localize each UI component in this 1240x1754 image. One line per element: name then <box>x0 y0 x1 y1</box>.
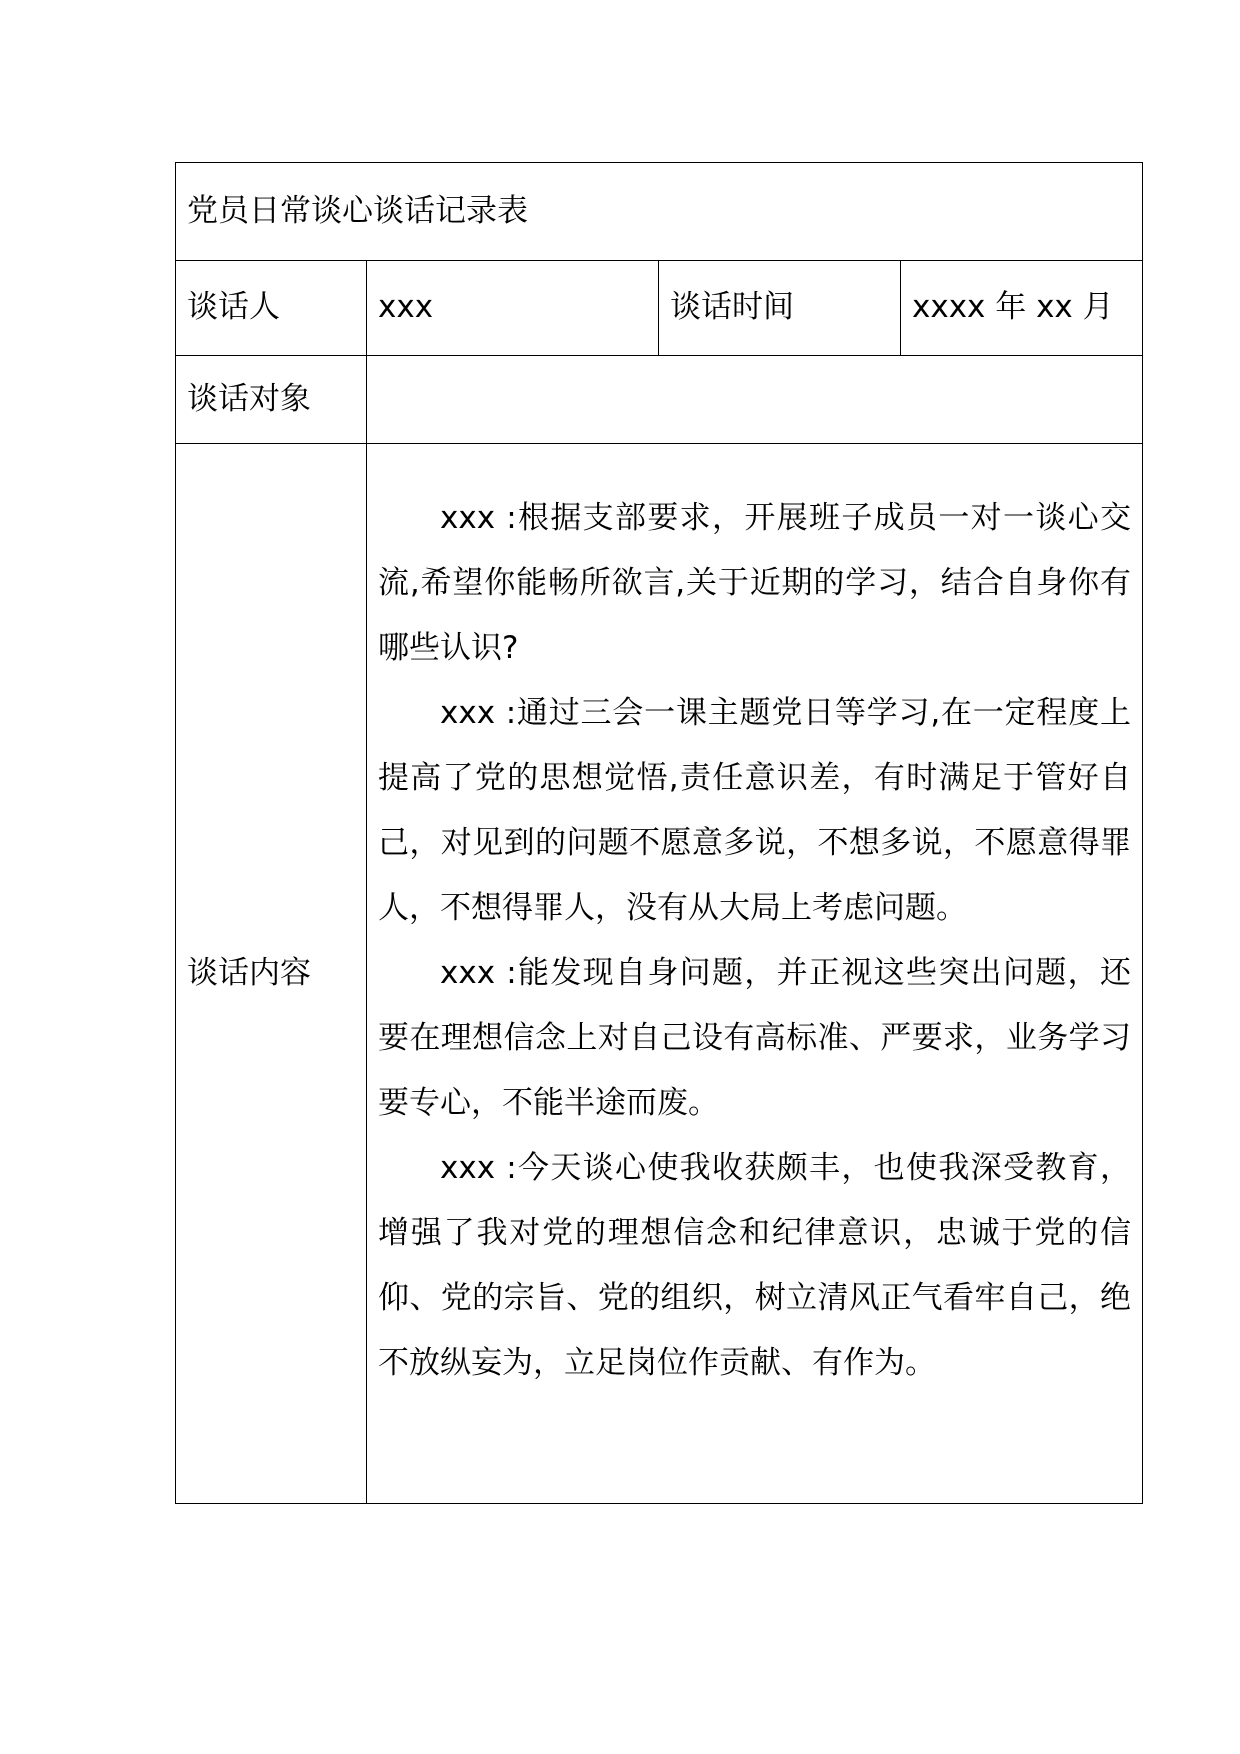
time-value: xxxx 年 xx 月 <box>901 261 1143 356</box>
content-paragraph: xxx :能发现自身问题，并正视这些突出问题，还要在理想信念上对自己设有高标准、严要求，业务学习要专心，不能半途而废。 <box>378 955 1131 1121</box>
speaker-value: xxx <box>367 261 659 356</box>
title-row <box>176 163 1143 261</box>
target-value <box>367 356 1143 444</box>
content-label: 谈话内容 <box>176 444 367 1504</box>
target-label: 谈话对象 <box>176 356 367 444</box>
talk-record-table <box>175 162 1143 1504</box>
content-paragraph: xxx :通过三会一课主题党日等学习,在一定程度上提高了党的思想觉悟,责任意识差，有时满足于管好自己，对见到的问题不愿意多说，不想多说，不愿意得罪人，不想得罪人，没有从大局上考虑问题。 <box>378 695 1131 926</box>
content-body <box>367 444 1143 1504</box>
content-paragraph: xxx :根据支部要求，开展班子成员一对一谈心交流,希望你能畅所欲言,关于近期的学习，结合自身你有哪些认识? <box>378 500 1131 666</box>
speaker-label: 谈话人 <box>176 261 367 356</box>
table-title: 党员日常谈心谈话记录表 <box>176 163 1143 261</box>
content-paragraph: xxx :今天谈心使我收获颇丰，也使我深受教育，增强了我对党的理想信念和纪律意识，忠诚于党的信仰、党的宗旨、党的组织，树立清风正气看牢自己，绝不放纵妄为，立足岗位作贡献、有作为。 <box>378 1150 1131 1381</box>
target-row <box>176 356 1143 444</box>
content-row <box>176 444 1143 1504</box>
speaker-row <box>176 261 1143 356</box>
time-label: 谈话时间 <box>659 261 901 356</box>
